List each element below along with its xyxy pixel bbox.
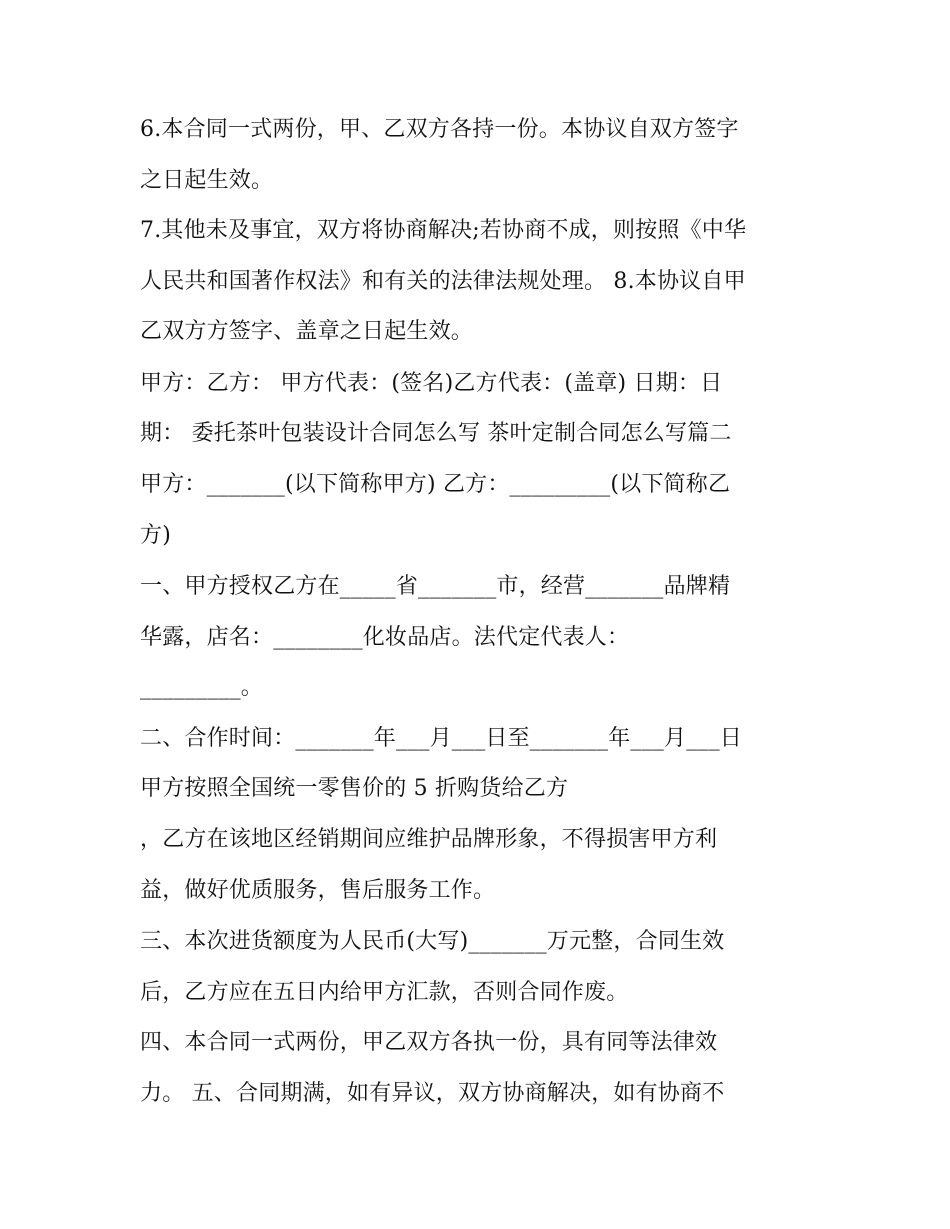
text-line: 方)	[140, 523, 171, 548]
text-line: 7.其他未及事宜，双方将协商解决;若协商不成，则按照《中华	[140, 218, 747, 243]
text-line: 四、本合同一式两份，甲乙双方各执一份，具有同等法律效	[140, 1030, 718, 1055]
text-line: 甲方：_______(以下简称甲方) 乙方：_________(以下简称乙	[140, 472, 731, 497]
text-line: 二、合作时间：_______年___月___日至_______年___月___日	[140, 726, 743, 751]
text-line: _________。	[140, 675, 264, 700]
text-line: 后，乙方应在五日内给甲方汇款，否则合同作废。	[140, 980, 629, 1005]
text-line: 人民共和国著作权法》和有关的法律法规处理。 8.本协议自甲	[140, 269, 746, 294]
text-line: 期： 委托茶叶包装设计合同怎么写 茶叶定制合同怎么写篇二	[140, 421, 732, 446]
text-line: 一、甲方授权乙方在_____省_______市，经营_______品牌精	[140, 574, 731, 599]
text-line: 甲方按照全国统一零售价的 5 折购货给乙方	[140, 776, 569, 801]
text-line: 甲方：乙方： 甲方代表：(签名)乙方代表：(盖章) 日期：日	[140, 371, 723, 396]
text-line: 华露，店名：________化妆品店。法代定代表人：	[140, 625, 630, 650]
text-line: 益，做好优质服务，售后服务工作。	[140, 878, 496, 903]
text-line: 乙双方方签字、盖章之日起生效。	[140, 319, 474, 344]
text-line: 力。 五、合同期满，如有异议，双方协商解决，如有协商不	[140, 1081, 725, 1106]
text-line: 6.本合同一式两份，甲、乙双方各持一份。本协议自双方签字	[140, 117, 739, 142]
text-line: 之日起生效。	[140, 168, 274, 193]
text-line: ，乙方在该地区经销期间应维护品牌形象，不得损害甲方利	[140, 827, 718, 852]
text-line: 三、本次进货额度为人民币(大写)_______万元整，合同生效	[140, 929, 725, 954]
